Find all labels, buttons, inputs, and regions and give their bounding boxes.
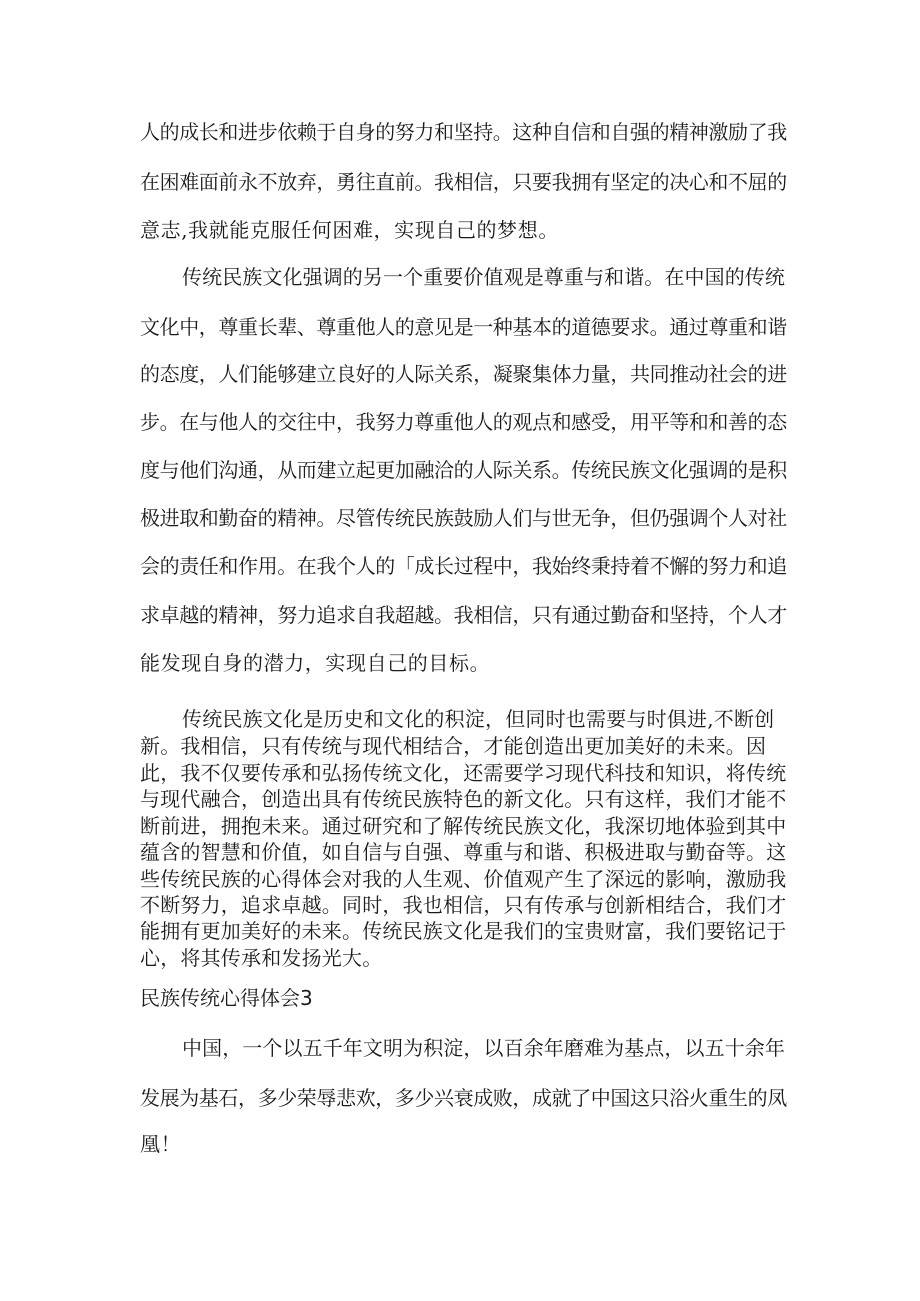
section-heading: 民族传统心得体会3 — [140, 986, 313, 1010]
text-line: 心，将其传承和发扬光大。 — [140, 946, 383, 970]
text-line: 此，我不仅要传承和弘扬传统文化，还需要学习现代科技和知识，将传统 — [140, 761, 787, 785]
text-line: 人的成长和进步依赖于自身的努力和坚持。这种自信和自强的精神激励了我 — [140, 120, 787, 144]
text-line: 极进取和勤奋的精神。尽管传统民族鼓励人们与世无争，但仍强调个人对社 — [140, 506, 787, 530]
text-line: 能发现自身的潜力，实现自己的目标。 — [140, 651, 491, 675]
text-line: 意志,我就能克服任何困难，实现自己的梦想。 — [140, 218, 559, 242]
text-line: 中国，一个以五千年文明为积淀，以百余年磨难为基点，以五十余年 — [182, 1036, 785, 1060]
text-line: 求卓越的精神，努力追求自我超越。我相信，只有通过勤奋和坚持，个人才 — [140, 603, 787, 627]
text-line: 与现代融合，创造出具有传统民族特色的新文化。只有这样，我们才能不 — [140, 787, 787, 811]
text-line: 传统民族文化强调的另一个重要价值观是尊重与和谐。在中国的传统 — [182, 265, 785, 289]
text-line: 凰！ — [140, 1132, 182, 1156]
text-line: 断前进，拥抱未来。通过研究和了解传统民族文化，我深切地体验到其中 — [140, 814, 787, 838]
text-line: 传统民族文化是历史和文化的积淀，但同时也需要与时俱进,不断创 — [182, 707, 775, 731]
text-line: 会的责任和作用。在我个人的「成长过程中，我始终秉持着不懈的努力和追 — [140, 554, 787, 578]
text-line: 蕴含的智慧和价值，如自信与自强、尊重与和谐、积极进取与勤奋等。这 — [140, 840, 787, 864]
text-line: 文化中，尊重长辈、尊重他人的意见是一种基本的道德要求。通过尊重和谐 — [140, 315, 787, 339]
text-line: 发展为基石，多少荣辱悲欢，多少兴衰成败，成就了中国这只浴火重生的凤 — [140, 1086, 787, 1110]
text-line: 在困难面前永不放弃，勇往直前。我相信，只要我拥有坚定的决心和不屈的 — [140, 170, 787, 194]
text-line: 新。我相信，只有传统与现代相结合，才能创造出更加美好的未来。因 — [140, 734, 767, 758]
text-line: 步。在与他人的交往中，我努力尊重他人的观点和感受，用平等和和善的态 — [140, 410, 787, 434]
text-line: 的态度，人们能够建立良好的人际关系，凝聚集体力量，共同推动社会的进 — [140, 362, 787, 386]
text-line: 不断努力，追求卓越。同时，我也相信，只有传承与创新相结合，我们才 — [140, 893, 787, 917]
text-line: 度与他们沟通，从而建立起更加融洽的人际关系。传统民族文化强调的是积 — [140, 458, 787, 482]
text-line: 能拥有更加美好的未来。传统民族文化是我们的宝贵财富，我们要铭记于 — [140, 919, 787, 943]
text-line: 些传统民族的心得体会对我的人生观、价值观产生了深远的影响，激励我 — [140, 867, 787, 891]
